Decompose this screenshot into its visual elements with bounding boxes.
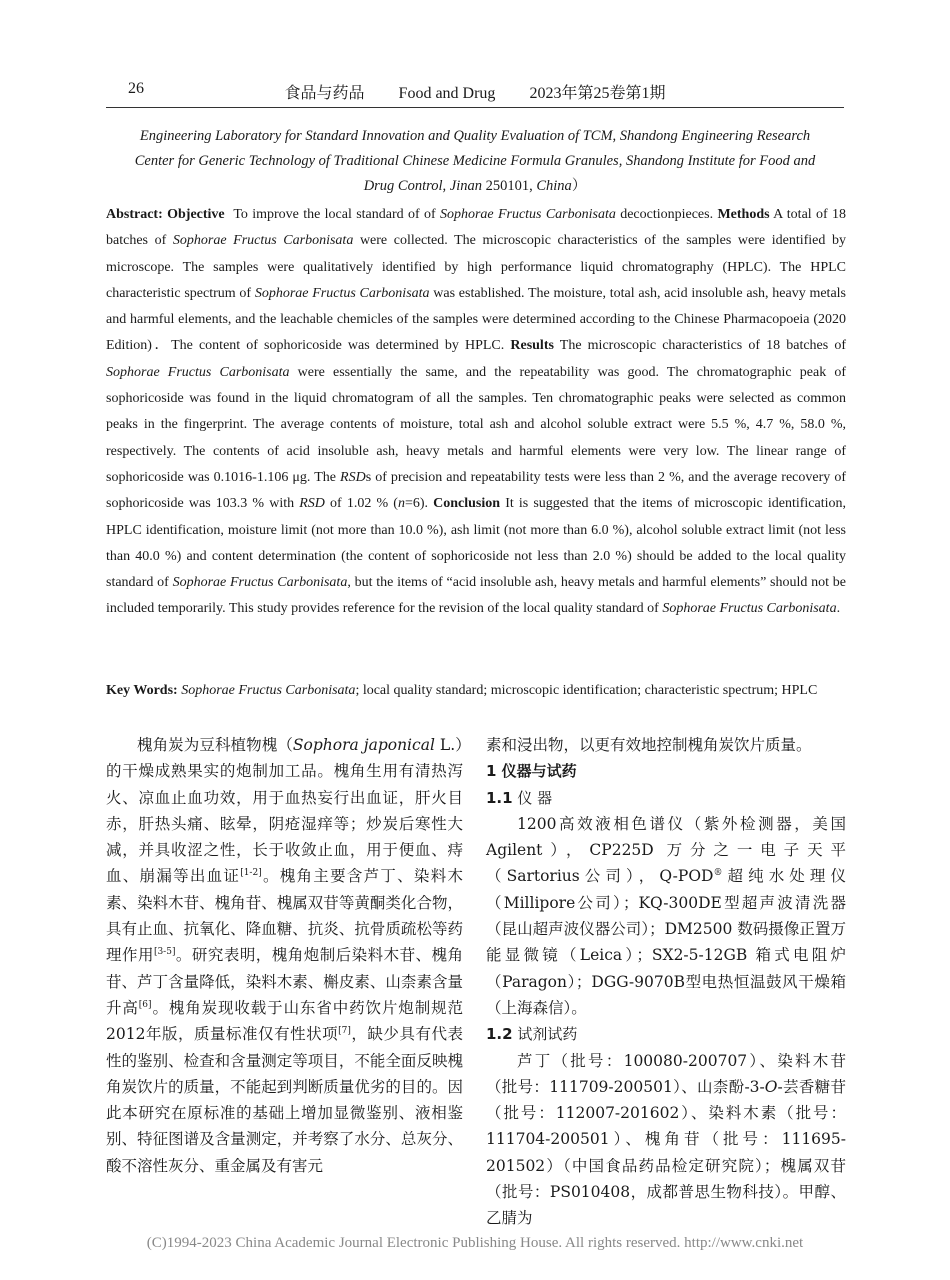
objective-tail: decoctionpieces. (615, 207, 718, 222)
journal-info (106, 80, 844, 103)
subsection-title: 试剂试药 (512, 1025, 578, 1044)
journal-name-en: Food and Drug (398, 85, 496, 102)
conclusion-label: Conclusion (433, 496, 501, 512)
species-name: Sophorae Fructus Carbonisata (439, 207, 616, 222)
results-label: Results (510, 338, 554, 354)
affiliation-line-2: Center for Generic Technology of Traditional Chinese Medicine Formula Granules, Shandong Institute for Food and (134, 153, 816, 169)
species-latin: Sophora japonical (292, 736, 435, 754)
subsection-number: 1.1 (486, 788, 513, 807)
methods-label: Methods (717, 207, 770, 222)
species-name: Sophorae Fructus Carbonisata (172, 233, 354, 249)
results-text: were essentially the same, and the repeatability was good. The chromatographic peak of sophoricoside was found in the liquid chromatogram of all the samples. Ten chromatographic peaks were selected as common peaks in the fingerprint. The average contents of moisture, total ash and alcohol soluble extract were 5.5 %, 4.7 %, 58.0 %, respectively. The contents of acid insoluble ash, heavy metals and harmful elements were very low. The linear range of sophoricoside was 0.1016-1.106 μg. The (106, 364, 846, 485)
intro-paragraph (106, 732, 463, 1179)
methods-text: was established. The moisture, total ash, acid insoluble ash, heavy metals and harmful elements, and the leachable chemicles of the samples were determined according to the Chinese Pharmacopoeia (2020 Edition)．The content of sophoricoside was determined by HPLC. (106, 285, 847, 354)
o-italic: O (764, 1077, 778, 1096)
intro-text: 。研究表明，槐角炮制后染料木苷、槐角苷、芦丁含量降低，染料木素、槲皮素、山柰素含量升高 (106, 946, 463, 1017)
keywords-label: Key Words: (106, 683, 178, 698)
results-text: =6). (404, 496, 434, 512)
intro-continuation: 素和浸出物，以更有效地控制槐角炭饮片质量。 (486, 736, 812, 754)
n-term: n (397, 496, 405, 512)
abstract-label: Abstract: (106, 207, 163, 222)
keywords-rest: ; local quality standard; microscopic identification; characteristic spectrum; HPLC (355, 683, 818, 698)
reagents-text: 芦丁（批号：100080-200707）、染料木苷（批号：111709-200501）、山柰酚-3- (486, 1051, 846, 1096)
body-column-left (106, 732, 463, 1179)
citation: [6] (138, 999, 152, 1010)
section-heading: 1 仪器与试药 (486, 762, 577, 781)
keywords (106, 678, 846, 704)
affiliation-city: Drug Control, Jinan (363, 178, 486, 194)
instruments-text: 1200高效液相色谱仪（紫外检测器，美国Agilent），CP225D 万分之一电子天平（Sartorius公司），Q-POD (486, 814, 846, 886)
results-text: of 1.02 % ( (324, 496, 398, 512)
issue-info: 2023年第25卷第1期 (529, 85, 666, 102)
affiliation-country: China (536, 178, 572, 194)
affiliation-postcode: 250101, (485, 178, 537, 194)
intro-text: ，缺少具有代表性的鉴别、检查和含量测定等项目，不能全面反映槐角炭饮片的质量，不能起到判断质量优劣的目的。因此本研究在原标准的基础上增加显微鉴别、液相鉴别、特征图谱及含量测定，并考察了水分、总灰分、酸不溶性灰分、重金属及有害元 (106, 1025, 463, 1175)
registered-mark: ® (713, 868, 723, 879)
affiliation-line-1: Engineering Laboratory for Standard Innovation and Quality Evaluation of TCM, Shandong Engineering Research (139, 128, 811, 144)
affiliation (106, 124, 844, 199)
results-text: s of precision and repeatability tests were less than 2 %, and the average recovery of sophoricoside was 103.3 % with (106, 469, 846, 512)
citation: [7] (338, 1026, 351, 1037)
conclusion-text: , but the items of “acid insoluble ash, heavy metals and harmful elements” should not be included temporarily. This study provides reference for the revision of the local quality standard of (106, 575, 846, 617)
methods-text: A total of 18 batches of (106, 207, 847, 249)
subsection-heading (486, 785, 846, 811)
conclusion-text: . (836, 601, 841, 617)
journal-name-cn: 食品与药品 (284, 85, 365, 102)
rsd-term: RSD (299, 496, 325, 512)
intro-text: 。槐角炭现收载于山东省中药饮片炮制规范2012年版，质量标准仅有性状项 (106, 998, 463, 1044)
citation: [1-2] (240, 868, 262, 879)
keyword-species: Sophorae Fructus Carbonisata (181, 683, 356, 698)
species-name: Sophorae Fructus Carbonisata (106, 364, 290, 380)
species-name: Sophorae Fructus Carbonisata (254, 285, 430, 301)
objective-label: Objective (167, 207, 225, 222)
reagents-text: -芸香糖苷（批号：112007-201602）、染料木素（批号：111704-200501）、槐角苷（批号：111695-201502）（中国食品药品检定研究院）；槐属双苷（批号：PS010408，成都普思生物科技）。甲醇、乙腈为 (486, 1077, 846, 1228)
species-name: Sophorae Fructus Carbonisata (662, 601, 837, 617)
intro-text: 。槐角主要含芦丁、染料木素、染料木苷、槐角苷、槐属双苷等黄酮类化合物，具有止血、抗氧化、降血糖、抗炎、抗骨质疏松等药理作用 (106, 867, 463, 965)
subsection-heading (486, 1021, 846, 1047)
instruments-text: 超纯水处理仪（Millipore公司）；KQ-300DE型超声波清洗器（昆山超声波仪器公司）；DM2500 数码摄像正置万能显微镜（Leica）；SX2-5-12GB 箱式电阻炉（Paragon）；DGG-9070B型电热恒温鼓风干燥箱（上海森信）。 (486, 867, 846, 1017)
results-text: The microscopic characteristics of 18 batches of (553, 338, 846, 354)
methods-text: were collected. The microscopic characteristics of the samples were identified by microscope. The samples were qualitatively identified by high performance liquid chromatography (HPLC). The HPLC characteristic spectrum of (106, 233, 846, 301)
subsection-number: 1.2 (486, 1025, 513, 1044)
subsection-title: 仪 器 (512, 788, 553, 807)
rsd-term: RSD (340, 469, 366, 485)
intro-text: L.）的干燥成熟果实的炮制加工品。槐角生用有清热泻火、凉血止血功效，用于血热妄行出血证，肝火目赤，肝热头痛、眩晕，阴疮湿痒等；炒炭后寒性大减，并具收涩之性，长于收敛止血，用于便血、痔血、崩漏等出血证 (106, 736, 463, 886)
species-name: Sophorae Fructus Carbonisata (172, 575, 348, 591)
header-rule (106, 107, 844, 108)
reagents-paragraph (486, 1048, 846, 1232)
conclusion-text: It is suggested that the items of microscopic identification, HPLC identification, moisture limit (not more than 10.0 %), ash limit (not more than 6.0 %), alcohol soluble extract limit (not less than 40.0 %) and content determination (the content of sophoricoside not less than 2.0 %) should be added to the local quality standard of (106, 496, 846, 591)
body-column-right (486, 732, 846, 1232)
objective-text: To improve the local standard of of (233, 207, 440, 222)
affiliation-line-3 (106, 174, 844, 199)
abstract (106, 202, 846, 623)
instruments-paragraph (486, 811, 846, 1021)
intro-text: 槐角炭为豆科植物槐（ (137, 736, 293, 754)
page-number: 26 (128, 80, 144, 97)
affiliation-close: ） (571, 178, 587, 194)
copyright-footer: (C)1994-2023 China Academic Journal Electronic Publishing House. All rights reserved. http://www.cnki.net (146, 1235, 804, 1251)
running-header (106, 80, 844, 106)
citation: [3-5] (153, 947, 176, 958)
